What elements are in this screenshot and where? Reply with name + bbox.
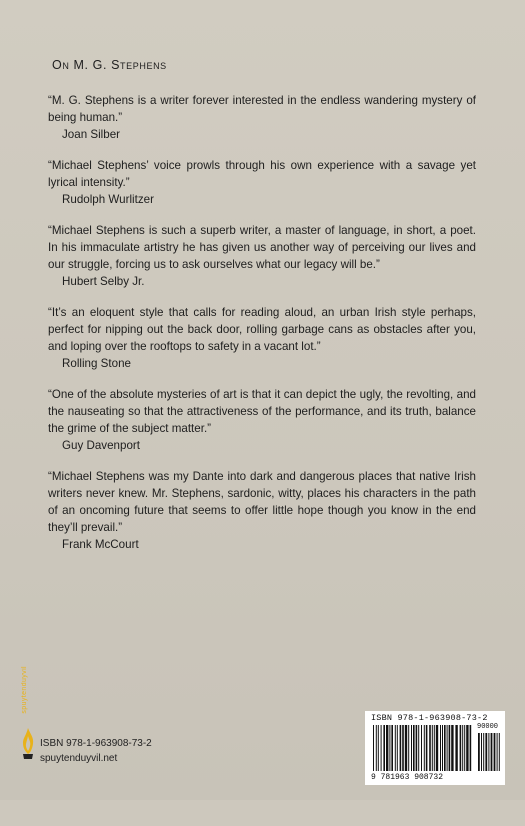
quote-author: Guy Davenport (62, 439, 140, 452)
quote-item (48, 157, 476, 208)
quote-text: “Michael Stephens is such a superb writer, a master of language, in short, a poet. In his immaculate artistry he has given us another way of perceiving our lives and our struggle, forcing us to ask ourselves what our legacy will be.” (48, 224, 476, 271)
barcode-isbn-label: ISBN 978-1-963908-73-2 (371, 713, 488, 723)
quote-text: “Michael Stephens’ voice prowls through his own experience with a savage yet lyrical intensity.” (48, 159, 476, 189)
publisher-website: spuytenduyvil.net (40, 753, 118, 764)
quote-text: “It’s an eloquent style that calls for reading aloud, an urban Irish style perhaps, perfect for nipping out the back door, rolling garbage cans as obstacles after you, and loping over the rooftops to safety in a vacant lot.” (48, 306, 476, 353)
publisher-vertical-name: spuytenduyvil (21, 666, 28, 714)
quote-author: Frank McCourt (62, 538, 139, 551)
barcode-price-code: 90000 (477, 723, 499, 731)
quote-text: “Michael Stephens was my Dante into dark and dangerous places that native Irish writers never knew. Mr. Stephens, sardonic, witty, places his characters in the path of an oncoming future that seems to offer little hope though you know in the end they’ll prevail.” (48, 470, 476, 534)
quote-item (48, 468, 476, 553)
barcode-digits: 9 781963 908732 (371, 773, 444, 782)
quote-text: “One of the absolute mysteries of art is that it can depict the ugly, the revolting, and the nauseating so that the attractiveness of the performance, and its truth, balance the grime of the subject matter.” (48, 388, 476, 435)
isbn-barcode (365, 711, 505, 785)
quote-item (48, 386, 476, 454)
section-heading: On M. G. Stephens (52, 58, 167, 72)
flame-icon (21, 726, 35, 826)
quote-item (48, 222, 476, 290)
quote-item (48, 304, 476, 372)
quote-author: Rolling Stone (62, 357, 131, 370)
quote-author: Hubert Selby Jr. (62, 275, 145, 288)
publisher-isbn: ISBN 978-1-963908-73-2 (40, 738, 152, 749)
quote-text: “M. G. Stephens is a writer forever interested in the endless wandering mystery of being human.” (48, 94, 476, 124)
quote-item (48, 92, 476, 143)
quote-author: Rudolph Wurlitzer (62, 193, 154, 206)
quote-author: Joan Silber (62, 128, 121, 141)
quotes-list (48, 92, 476, 567)
